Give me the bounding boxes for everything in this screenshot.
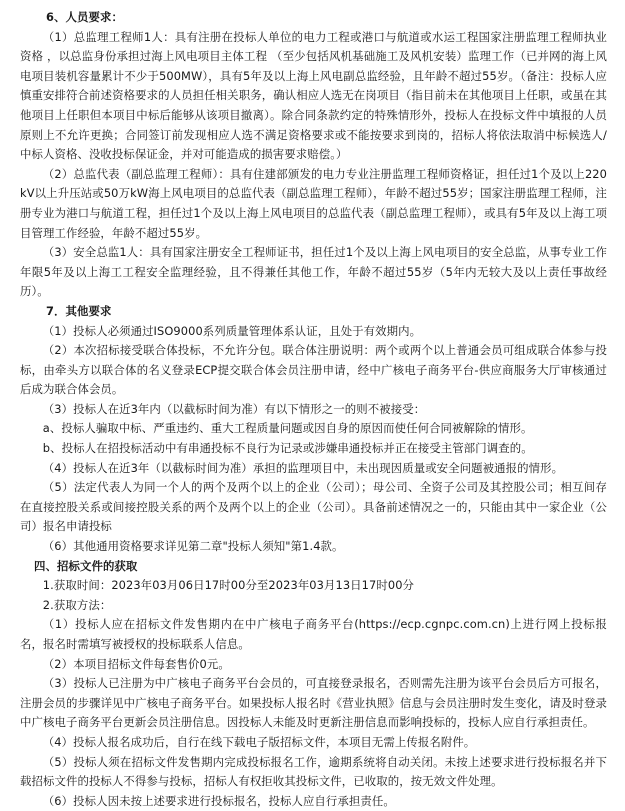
paragraph: （1）总监理工程师1人：具有注册在投标人单位的电力工程或港口与航道或水运工程国家注册监理工程师执业资格 ，以总监身份承担过海上风电项目主体工程 （至少包括风机基础施工及风机安装）监理工作（已并网的海上风电项目装机容量累计不少于500MW），具有5年及以上海上风电副总监经验，且年龄不超过55岁。（备注：投标人应慎重安排符合前述资格要求的人员担任相关职务，确认相应人选无在岗项目（指目前未在其他项目上任职，或虽在其他项目上任职但本项目中标后能够从该项目撤离）。除合同条款约定的特殊情形外，投标人在投标文件中填报的人员原则上不允许更换；合同签订前发现相应人选不满足资格要求或不能按要求到岗的，招标人将依法取消中标候选人/中标人资格、没收投标保证金，并对可能造成的损害要求赔偿。） xyxy=(20,29,607,162)
section-heading: 7．其他要求 xyxy=(46,303,112,318)
paragraph: （1）投标人必须通过ISO9000系列质量管理体系认证，且处于有效期内。 xyxy=(42,323,422,338)
section-heading: 6、人员要求： xyxy=(46,10,123,24)
paragraph: （4）投标人在近3年（以截标时间为准）承担的监理项目中，未出现因质量或安全问题被通报的情形。 xyxy=(42,460,564,475)
paragraph: （4）投标人报名成功后，自行在线下载电子版招标文件，本项目无需上传报名附件。 xyxy=(42,734,476,749)
paragraph: a、投标人骗取中标、严重违约、重大工程质量问题或因自身的原因而使任何合同被解除的情形。 xyxy=(42,421,533,436)
paragraph: b、投标人在招投标活动中有串通投标不良行为记录或涉嫌串通投标并正在接受主管部门调查的。 xyxy=(42,441,533,456)
paragraph: （6）其他通用资格要求详见第二章"投标人须知"第1.4款。 xyxy=(42,539,344,554)
paragraph: （5）投标人须在招标文件发售期内完成投标报名工作，逾期系统将自动关闭。未按上述要求进行投标报名并下载招标文件的投标人不得参与投标，招标人有权拒收其投标文件，已收取的，按无效文件处理。 xyxy=(20,754,607,789)
paragraph: （3）投标人在近3年内（以截标时间为准）有以下情形之一的则不被接受： xyxy=(42,401,426,416)
paragraph: （2）总监代表（副总监理工程师）：具有住建部颁发的电力专业注册监理工程师资格证，担任过1个及以上220kV以上升压站或50万kW海上风电项目的总监代表（副总监理工程师），年龄不超过55岁；国家注册监理工程师，注册专业为港口与航道工程，担任过1个及以上海上风电项目的总监代表（副总监理工程师），或具有5年及以上海工项目管理工作经验，年龄不超过55岁。 xyxy=(20,166,607,240)
paragraph: 2.获取方法： xyxy=(42,597,112,612)
section-heading: 四、招标文件的获取 xyxy=(34,558,138,573)
section-other-requirements xyxy=(20,302,607,557)
section-personnel xyxy=(20,8,607,302)
paragraph: （3）安全总监1人：具有国家注册安全工程师证书，担任过1个及以上海上风电项目的安全总监，从事专业工作年限5年及以上海工工程安全监理经验，且不得兼任其他工作，年龄不超过55岁（5年内无较大及以上责任事故经历）。 xyxy=(20,245,607,299)
paragraph: （2）本次招标接受联合体投标，不允许分包。联合体注册说明：两个或两个以上普通会员可组成联合体参与投标，由牵头方以联合体的名义登录ECP提交联合体会员注册申请，经中广核电子商务平台-供应商服务大厅审核通过后成为联合体会员。 xyxy=(20,343,607,397)
paragraph: （5）法定代表人为同一个人的两个及两个以上的企业（公司）；母公司、全资子公司及其控股公司；相互间存在直接控股关系或间接控股关系的两个及两个以上的企业（公司）。具备前述情况之一的，只能由其中一家企业（公司）报名申请投标 xyxy=(20,480,607,534)
paragraph: （1）投标人应在招标文件发售期内在中广核电子商务平台(https://ecp.cgnpc.com.cn)上进行网上投标报名，报名时需填写被授权的投标联系人信息。 xyxy=(20,617,607,651)
section-obtain-documents xyxy=(20,557,607,811)
paragraph: （2）本项目招标文件每套售价0元。 xyxy=(42,656,230,671)
paragraph: （3）投标人已注册为中广核电子商务平台会员的，可直接登录报名，否则需先注册为该平台会员后方可报名，注册会员的步骤详见中广核电子商务平台。如果投标人报名时《营业执照》信息与会员注册时发生变化，请及时登录中广核电子商务平台更新会员注册信息。因投标人未能及时更新注册信息而影响投标的，投标人应自行承担责任。 xyxy=(20,676,607,730)
paragraph: 1.获取时间：2023年03月06日17时00分至2023年03月13日17时00分 xyxy=(42,578,415,593)
paragraph: （6）投标人因未按上述要求进行投标报名，投标人应自行承担责任。 xyxy=(42,793,395,808)
